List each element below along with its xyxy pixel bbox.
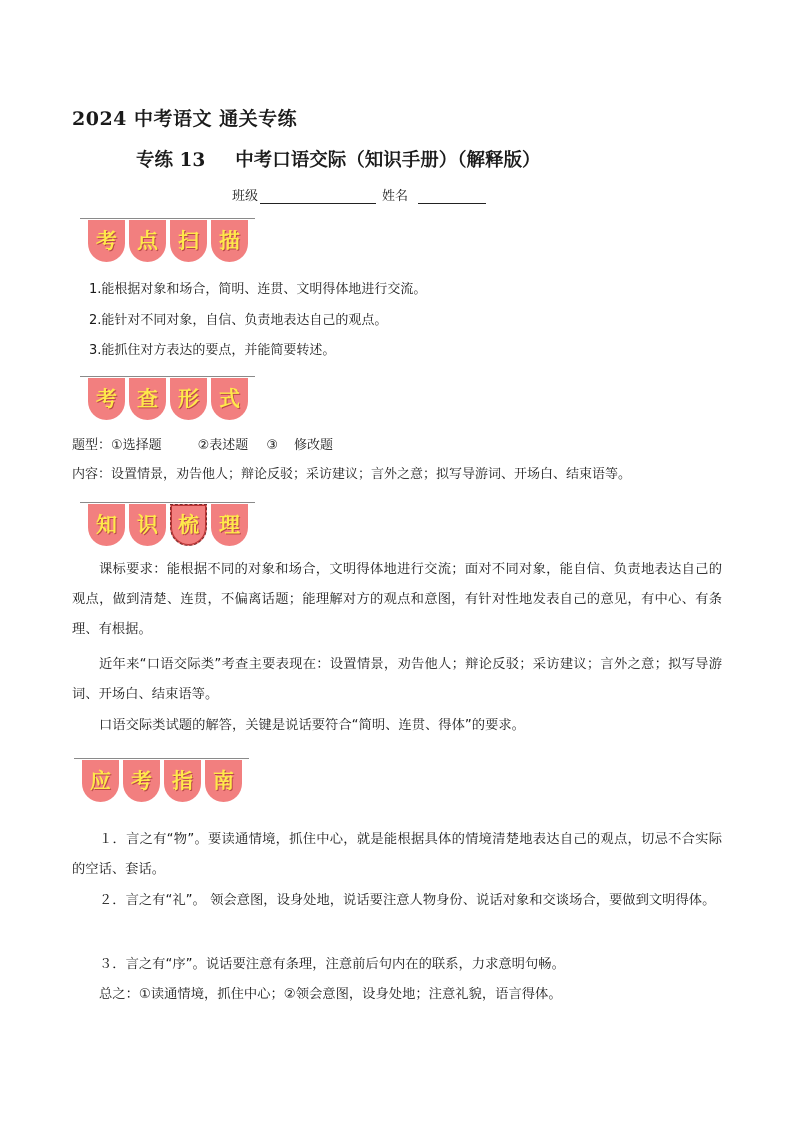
banner-bar: [74, 758, 249, 759]
banner-tag: 点: [129, 220, 166, 262]
banner-bar: [80, 502, 255, 503]
subtitle-text: 中考口语交际（知识手册）（解释版）: [235, 150, 541, 171]
banner-tag: 指: [164, 760, 201, 802]
scan-item: 2.能针对不同对象，自信、负责地表达自己的观点。: [89, 313, 388, 328]
banner-tag: 知: [88, 504, 125, 546]
banner-tag: 考: [88, 378, 125, 420]
question-content: 内容：设置情景，劝告他人；辩论反驳；采访建议；言外之意；拟写导游词、开场白、结束语等。: [72, 467, 632, 482]
banner-tag: 描: [211, 220, 248, 262]
banner-tag: 形: [170, 378, 207, 420]
banner-tag: 扫: [170, 220, 207, 262]
banner-tag: 识: [129, 504, 166, 546]
name-label: 姓名: [382, 189, 409, 204]
banner-tag: 考: [123, 760, 160, 802]
scan-item: 3.能抓住对方表达的要点，并能简要转述。: [89, 343, 336, 358]
banner-tag: 式: [211, 378, 248, 420]
banner-tag: 理: [211, 504, 248, 546]
guide-paragraph: １．言之有“物”。要读通情境，抓住中心，就是能根据具体的情境清楚地表达自己的观点，切忌不合实际的空话、套话。: [72, 832, 722, 877]
name-blank[interactable]: [418, 189, 486, 204]
scan-item: 1.能根据对象和场合，简明、连贯、文明得体地进行交流。: [89, 282, 427, 297]
class-label: 班级: [232, 189, 259, 204]
banner-bar: [80, 218, 255, 219]
knowledge-paragraph: 口语交际类试题的解答，关键是说话要符合“简明、连贯、得体”的要求。: [99, 718, 525, 733]
document-title: 2024 中考语文 通关专练: [72, 108, 298, 130]
banner-tag: 南: [205, 760, 242, 802]
guide-summary: 总之：①读通情境，抓住中心；②领会意图，设身处地；注意礼貌，语言得体。: [99, 987, 562, 1002]
guide-paragraph: ３．言之有“序”。说话要注意有条理，注意前后句内在的联系，力求意明句畅。: [99, 957, 565, 972]
document-subtitle: [136, 146, 540, 172]
banner-bar: [80, 376, 255, 377]
banner-tag-selected: 梳: [170, 504, 207, 546]
subtitle-number: 专练 13: [136, 150, 206, 171]
banner-tag: 应: [82, 760, 119, 802]
guide-paragraph: ２．言之有“礼”。 领会意图，设身处地，说话要注意人物身份、说话对象和交谈场合，要做到文明得体。: [99, 893, 716, 908]
class-name-line: [232, 185, 492, 204]
knowledge-paragraph: 课标要求：能根据不同的对象和场合，文明得体地进行交流；面对不同对象，能自信、负责地表达自己的观点，做到清楚、连贯，不偏离话题；能理解对方的观点和意图，有针对性地发表自己的意见，有中心、有条理、有根据。: [72, 562, 722, 637]
knowledge-paragraph: 近年来“口语交际类”考查主要表现在：设置情景，劝告他人；辩论反驳；采访建议；言外之意；拟写导游词、开场白、结束语等。: [72, 657, 722, 702]
banner-tag: 查: [129, 378, 166, 420]
class-blank[interactable]: [260, 189, 376, 204]
question-types: 题型：①选择题 ②表述题 ③ 修改题: [72, 438, 333, 453]
banner-tag: 考: [88, 220, 125, 262]
